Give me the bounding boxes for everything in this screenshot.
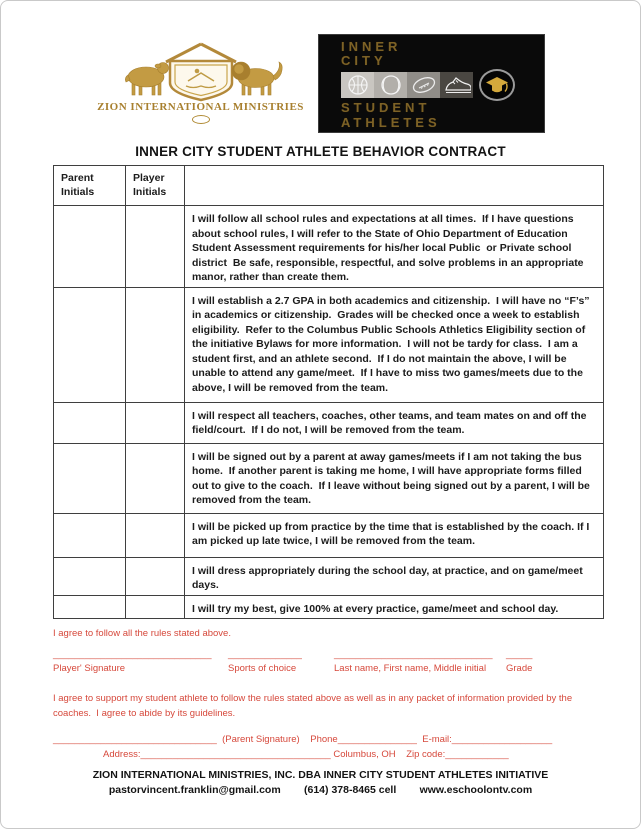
rule-text: I will dress appropriately during the school day, at practice, and on game/meet days. [185,557,604,595]
table-row [54,206,604,288]
rule-text: I will be picked up from practice by the time that is established by the coach. If I am picked up late twice, I will be removed from the team. [185,513,604,557]
inner-city-word-inner: INNER [341,39,402,54]
table-row [54,595,604,619]
rule-text: I will be signed out by a parent at away games/meets if I am not taking the bus home. If another parent is taking me home, I will have appropriate forms filled out to give to the coach. If I leave without being signed out by a parent, I will be removed from the team. [185,443,604,513]
rule-text: I will follow all school rules and expectations at all times. If I have questions about school rules, I will refer to the State of Ohio Department of Education Student Assessment requirements for his/her local Public or Private school district Be safe, responsible, respectful, and solve problems in an appropriate manor, rather than create them. [185,206,604,288]
signature-line: ______________________________ [334,649,493,660]
rule-text: I will try my best, give 100% at every practice, game/meet and school day. [185,595,604,619]
zion-small-emblem-icon [192,115,210,124]
shield-icon [170,61,232,100]
behavior-table [53,165,604,619]
player-initials-cell [126,287,185,402]
table-row [54,402,604,443]
parent-initials-cell [54,402,126,443]
parent-signature-line: _______________________________ (Parent Signature) Phone_______________ E-mail:___________________ [53,734,553,745]
running-shoe-icon [440,72,473,98]
zion-logo-text: ZION INTERNATIONAL MINISTRIES [97,101,304,113]
signature-line: _____ [506,649,533,660]
inner-city-word-athletes: ATHLETES [341,115,441,130]
basketball-icon [341,72,374,98]
header-rules-blank [185,166,604,206]
footer-org-line: ZION INTERNATIONAL MINISTRIES, INC. DBA INNER CITY STUDENT ATHLETES INITIATIVE [92,769,549,781]
footer-contact-line: pastorvincent.franklin@gmail.com (614) 378-8465 cell www.eschoolontv.com [108,784,533,796]
lamb-silhouette [125,63,168,96]
parent-initials-cell [54,287,126,402]
signature-label: Last name, First name, Middle initial [334,663,487,674]
parent-initials-cell [54,557,126,595]
player-initials-cell [126,557,185,595]
table-row [54,557,604,595]
parent-agreement-statement: I agree to support my student athlete to follow the rules stated above as well as in any packet of information provided by the coaches. I agree to abide by its guidelines. [53,693,575,719]
player-initials-cell [126,513,185,557]
signature-line: ______________________________ [53,649,212,660]
signature-label: Player' Signature [53,663,126,674]
inner-city-word-city: CITY [341,53,387,68]
inner-city-word-student: STUDENT [341,100,431,115]
grade-field [506,650,532,674]
table-row [54,513,604,557]
inner-city-athletes-logo [318,34,545,133]
player-initials-cell [126,595,185,619]
footer [1,769,640,796]
parent-initials-cell [54,206,126,288]
parent-initials-cell [54,443,126,513]
player-signature-field [53,650,212,674]
table-header-row [54,166,604,206]
rule-text: I will establish a 2.7 GPA in both academics and citizenship. I will have no “F’s” in academics or citizenship. Grades will be checked once a week to establish eligibility. Refer to the Columbus Public Schools Athletics Eligibility section of the initiative Bylaws for more information. I will not be tardy for class. I am a student first, and an athlete second. If I do not maintain the above, I will be unable to attend any game/meet. If I have to miss two games/meets due to the above, I will be removed from the team. [185,287,604,402]
player-name-field [334,650,493,674]
player-initials-cell [126,443,185,513]
zion-logo-emblem [96,41,306,103]
shield-roof-right [201,44,236,62]
header-player-initials: Player Initials [126,166,185,206]
zion-ministries-logo [93,41,308,135]
header-parent-initials: Parent Initials [54,166,126,206]
signature-line: ______________ [228,649,302,660]
shield-roof-left [166,44,201,62]
signature-label: Sports of choice [228,663,297,674]
lion-silhouette [232,62,282,95]
sports-of-choice-field [228,650,302,674]
sport-icon-row [341,71,515,99]
parent-initials-cell [54,513,126,557]
rule-text: I will respect all teachers, coaches, other teams, and team mates on and off the field/court. If I do not, I will be removed from the team. [185,402,604,443]
contract-title: INNER CITY STUDENT ATHLETE BEHAVIOR CONTRACT [135,144,506,159]
baseball-icon [374,72,407,98]
player-initials-cell [126,206,185,288]
graduation-cap-icon [479,69,515,101]
address-line: Address:____________________________________ Columbus, OH Zip code:____________ [103,749,509,760]
player-signature-row [53,650,593,686]
table-row [54,287,604,402]
player-agreement-statement: I agree to follow all the rules stated above. [53,628,231,639]
parent-initials-cell [54,595,126,619]
player-initials-cell [126,402,185,443]
table-row [54,443,604,513]
signature-label: Grade [506,663,533,674]
football-icon [407,72,440,98]
